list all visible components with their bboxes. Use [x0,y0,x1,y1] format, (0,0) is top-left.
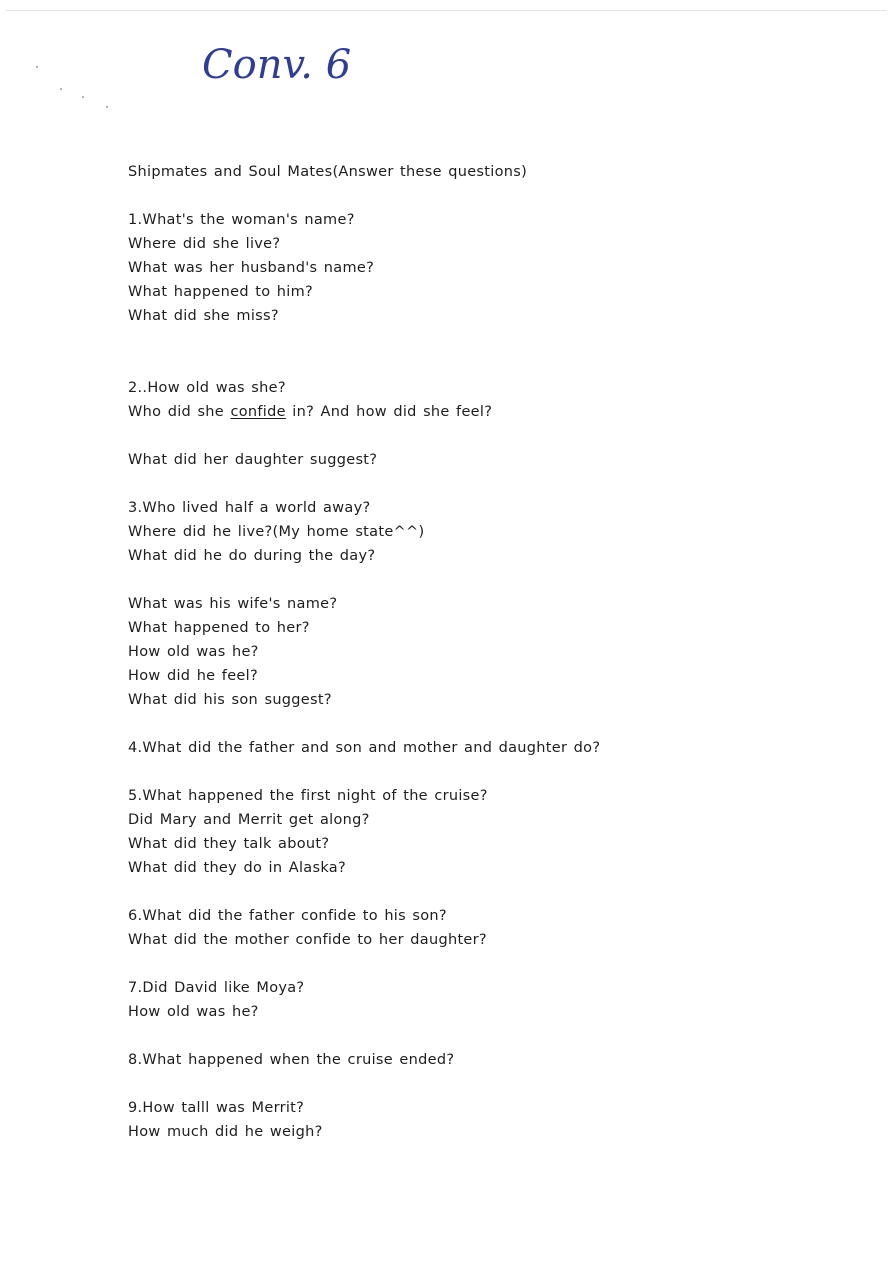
question-line: 3.Who lived half a world away? [128,500,371,516]
question-line: Where did she live? [128,236,281,252]
scan-edge [6,10,887,11]
question-2 [128,376,848,472]
question-8 [128,1048,848,1072]
question-9 [128,1096,848,1144]
scan-speck [82,96,84,98]
question-1 [128,208,848,328]
question-line: What did they do in Alaska? [128,860,346,876]
question-line: 7.Did David like Moya? [128,980,305,996]
question-7 [128,976,848,1024]
worksheet [128,160,848,1144]
scan-speck [36,66,38,68]
question-line: 1.What's the woman's name? [128,212,355,228]
underlined-word: confide [230,404,286,420]
question-3 [128,496,848,712]
handwritten-header [200,36,390,92]
question-line: What was her husband's name? [128,260,375,276]
question-line: What did she miss? [128,308,279,324]
question-5 [128,784,848,880]
question-line: Who did she confide in? And how did she feel? [128,404,493,420]
question-line: 4.What did the father and son and mother and daughter do? [128,740,601,756]
question-line: 2..How old was she? [128,380,286,396]
question-line: What happened to him? [128,284,314,300]
question-line: 5.What happened the first night of the cruise? [128,788,488,804]
question-line: 8.What happened when the cruise ended? [128,1052,455,1068]
question-line: What did her daughter suggest? [128,452,378,468]
question-line: What did he do during the day? [128,548,376,564]
question-line: How much did he weigh? [128,1124,323,1140]
question-line: 6.What did the father confide to his son? [128,908,447,924]
question-4 [128,736,848,760]
question-line: How did he feel? [128,668,258,684]
scan-speck [60,88,62,90]
question-line: What did his son suggest? [128,692,332,708]
question-line: Did Mary and Merrit get along? [128,812,370,828]
question-line: What did the mother confide to her daughter? [128,932,487,948]
scan-speck [106,106,108,108]
question-line: What did they talk about? [128,836,330,852]
question-line: Where did he live?(My home state^^) [128,524,425,540]
question-line: How old was he? [128,644,259,660]
question-line: 9.How talll was Merrit? [128,1100,305,1116]
question-line: How old was he? [128,1004,259,1020]
worksheet-title: Shipmates and Soul Mates(Answer these questions) [128,164,528,180]
svg-text:Conv. 6: Conv. 6 [202,42,352,88]
question-line: What happened to her? [128,620,310,636]
question-6 [128,904,848,952]
question-line: What was his wife's name? [128,596,338,612]
